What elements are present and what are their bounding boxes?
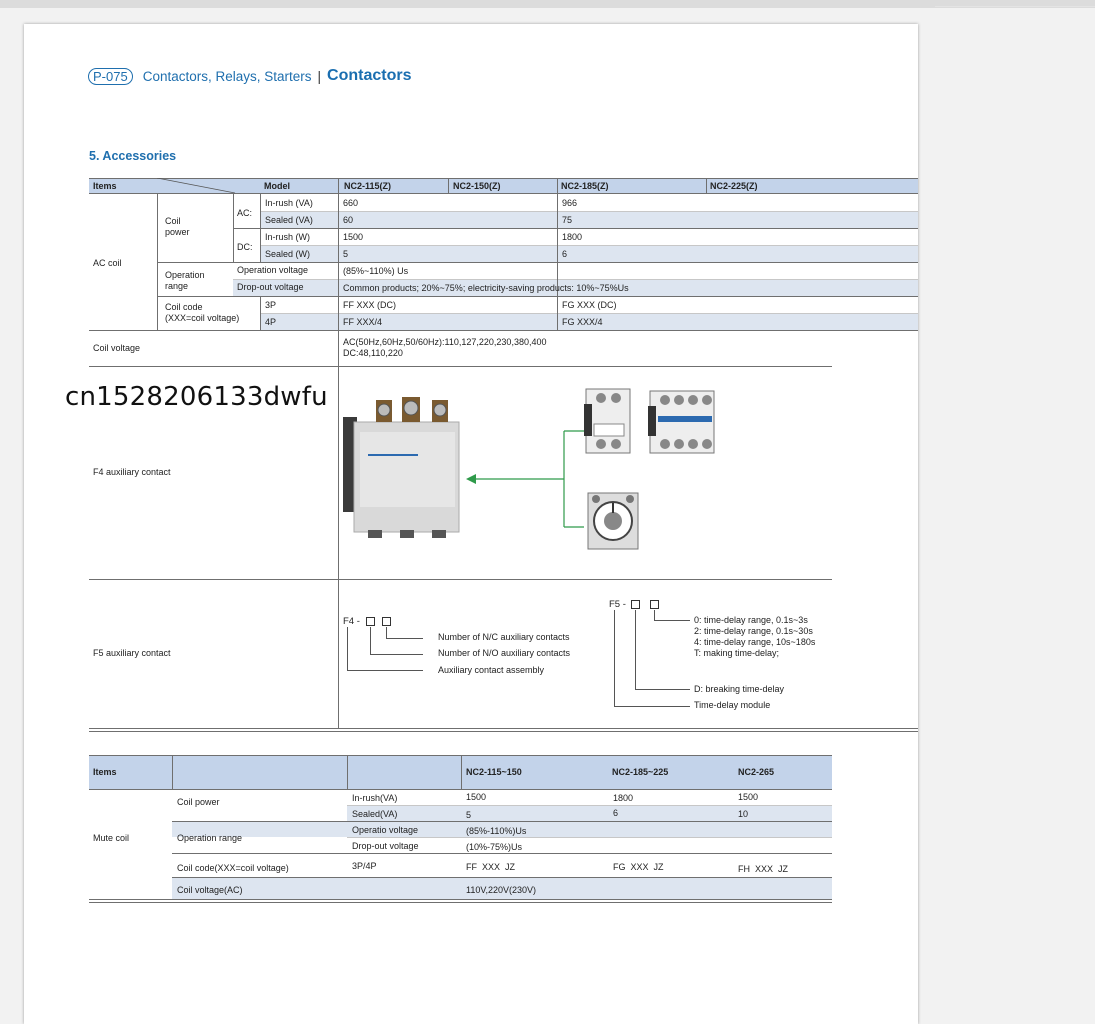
page-title: Contactors	[327, 67, 412, 84]
t2-sealed-v2: 6	[613, 808, 619, 818]
table1-col-4: NC2-225(Z)	[710, 181, 758, 191]
ac-coil-label: AC coil	[93, 258, 122, 268]
f4-code-box-2	[382, 617, 391, 626]
f5-range-4: 4: time-delay range, 10s~180s	[694, 637, 816, 647]
t2-coil-code-sub: 3P/4P	[352, 861, 377, 871]
coil-voltage-line2: DC:48,110,220	[343, 348, 403, 358]
f5-code-box-2	[650, 600, 659, 609]
t2-dropout-value: (10%-75%)Us	[466, 842, 523, 852]
table2-col-2: NC2-185~225	[612, 767, 669, 777]
mute-coil-label: Mute coil	[93, 833, 130, 843]
t2-operatio-voltage-value: (85%-110%)Us	[466, 826, 527, 836]
viewer-divider	[935, 6, 1095, 7]
coil-voltage-line1: AC(50Hz,60Hz,50/60Hz):110,127,220,230,380,400	[343, 337, 547, 347]
t2-coil-code-label: Coil code(XXX=coil voltage)	[177, 863, 289, 873]
t2-coil-code-v2: FG XXX JZ	[613, 862, 664, 872]
t2-operatio-voltage-label: Operatio voltage	[352, 825, 419, 835]
code-3p-v1: FF XXX (DC)	[343, 300, 396, 310]
t2-coil-code-v3: FH XXX JZ	[738, 864, 789, 874]
breadcrumb: Contactors, Relays, Starters	[142, 68, 312, 84]
table1-items-header: Items	[93, 181, 117, 191]
ac-label: AC:	[237, 208, 253, 218]
t2-inrush-v2: 1800	[613, 793, 634, 803]
coil-power-label: Coil power	[165, 216, 190, 237]
contactor-image	[340, 392, 470, 542]
row-sealed-w-label: Sealed (W)	[265, 249, 311, 259]
operation-range-label: Operation range	[165, 270, 205, 291]
t2-coil-power-label: Coil power	[177, 797, 220, 807]
document-page	[24, 24, 918, 1024]
t2-sealed-label: Sealed(VA)	[352, 809, 398, 819]
t2-inrush-v3: 1500	[738, 792, 759, 802]
dropout-voltage-label: Drop-out voltage	[237, 282, 304, 292]
table1-col-1: NC2-115(Z)	[344, 181, 392, 191]
page-header	[88, 66, 411, 86]
code-4p-label: 4P	[265, 317, 277, 327]
viewer-top-bar	[0, 0, 1095, 8]
t2-inrush-v1: 1500	[466, 792, 487, 802]
table1-model-header: Model	[264, 181, 290, 191]
f5-range-2: 2: time-delay range, 0.1s~30s	[694, 626, 813, 636]
operation-voltage-value: (85%~110%) Us	[343, 266, 409, 276]
table2-col-3: NC2-265	[738, 767, 775, 777]
code-3p-v2: FG XXX (DC)	[562, 300, 617, 310]
f4-code-box-1	[366, 617, 375, 626]
f4-nc-contacts: Number of N/C auxiliary contacts	[438, 632, 570, 642]
row-inrush-w-v2: 1800	[562, 232, 583, 242]
watermark-text: cn1528206133dwfu	[65, 382, 328, 412]
f4-no-contacts: Number of N/O auxiliary contacts	[438, 648, 571, 658]
section-title: 5. Accessories	[89, 149, 177, 163]
row-sealed-w-v1: 5	[343, 249, 349, 259]
row-sealed-va-label: Sealed (VA)	[265, 215, 313, 225]
f5-time-delay-module: Time-delay module	[694, 700, 771, 710]
f5-range-t: T: making time-delay;	[694, 648, 780, 658]
f5-auxiliary-contact-label: F5 auxiliary contact	[93, 648, 171, 658]
t2-inrush-label: In-rush(VA)	[352, 793, 398, 803]
code-3p-label: 3P	[265, 300, 277, 310]
row-sealed-va-v2: 75	[562, 215, 573, 225]
row-inrush-va-label: In-rush (VA)	[265, 198, 313, 208]
table1-col-2: NC2-150(Z)	[453, 181, 501, 191]
row-inrush-w-v1: 1500	[343, 232, 364, 242]
row-inrush-w-label: In-rush (W)	[265, 232, 310, 242]
coil-voltage-label: Coil voltage	[93, 343, 141, 353]
code-4p-v1: FF XXX/4	[343, 317, 383, 327]
f5-range-0: 0: time-delay range, 0.1s~3s	[694, 615, 808, 625]
code-4p-v2: FG XXX/4	[562, 317, 603, 327]
f4-code-prefix: F4 -	[343, 616, 360, 627]
t2-operation-range-label: Operation range	[177, 833, 243, 843]
header-separator: |	[317, 68, 322, 84]
row-sealed-va-v1: 60	[343, 215, 354, 225]
operation-voltage-label: Operation voltage	[237, 265, 309, 275]
f5-code-box-1	[631, 600, 640, 609]
dc-label: DC:	[237, 242, 253, 252]
f4-assembly: Auxiliary contact assembly	[438, 665, 545, 675]
t2-dropout-label: Drop-out voltage	[352, 841, 419, 851]
f5-code-prefix: F5 -	[609, 599, 626, 610]
header-diagonal-line	[157, 178, 237, 194]
t2-sealed-v1: 5	[466, 810, 472, 820]
f5-breaking-delay: D: breaking time-delay	[694, 684, 785, 694]
table2-items-header: Items	[93, 767, 117, 777]
table1-col-3: NC2-185(Z)	[561, 181, 609, 191]
f4-4-contact-block-image	[648, 386, 718, 456]
f5-timer-block-image	[584, 489, 644, 553]
dropout-voltage-value: Common products; 20%~75%; electricity-saving products: 10%~75%Us	[343, 283, 629, 293]
t2-sealed-v3: 10	[738, 809, 749, 819]
f4-2-contact-block-image	[584, 384, 634, 456]
page-code-badge: P-075	[88, 68, 133, 85]
row-inrush-va-v2: 966	[562, 198, 578, 208]
t2-coil-voltage-label: Coil voltage(AC)	[177, 885, 243, 895]
coil-code-label: Coil code (XXX=coil voltage)	[165, 302, 240, 323]
t2-coil-code-v1: FF XXX JZ	[466, 862, 516, 872]
t2-coil-voltage-value: 110V,220V(230V)	[466, 885, 537, 895]
f4-auxiliary-contact-label: F4 auxiliary contact	[93, 467, 171, 477]
row-inrush-va-v1: 660	[343, 198, 359, 208]
row-sealed-w-v2: 6	[562, 249, 568, 259]
table2-col-1: NC2-115~150	[466, 767, 522, 777]
